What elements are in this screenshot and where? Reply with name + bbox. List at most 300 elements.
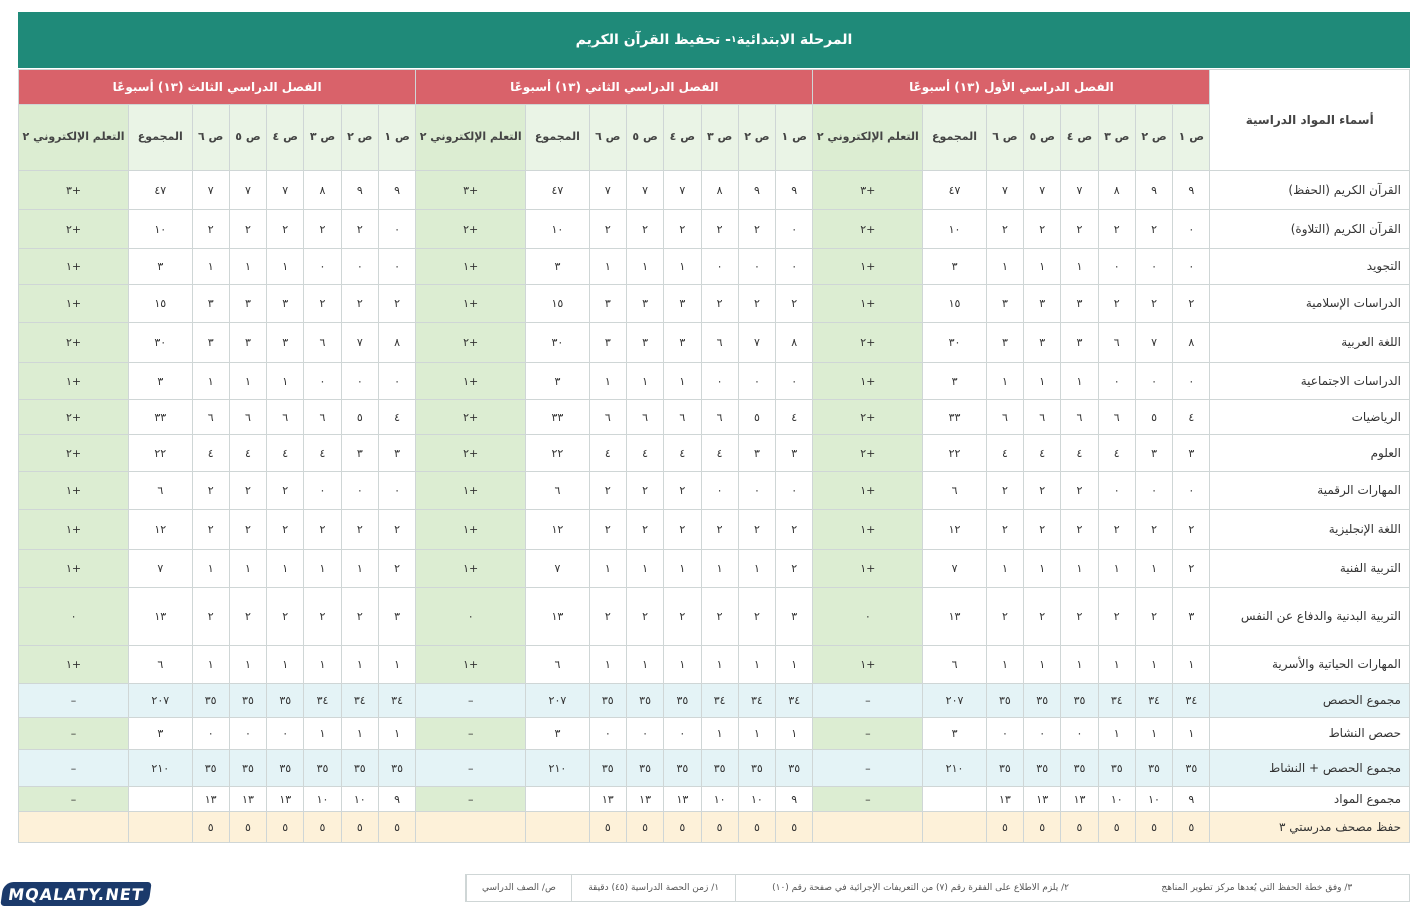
grade-value: ١ [267,550,304,588]
grade-value: ١٣ [1024,787,1061,812]
total-value: ٢٢ [526,435,589,472]
elearning-value: +١ [19,510,129,550]
grade-value: ٧ [589,171,626,210]
elearning-value: +١ [416,249,526,285]
total-value: ١٠ [129,210,192,249]
elearning-value: +٣ [19,171,129,210]
elearning-header: التعلم الإلكتروني ٢ [416,105,526,171]
grade-value: ١ [1098,646,1135,684]
subject-name: الدراسات الاجتماعية [1210,363,1410,400]
total-value: ٢٢ [923,435,986,472]
grade-value: ٣٥ [229,750,266,787]
grade-value: ٢ [664,588,701,646]
subject-name: العلوم [1210,435,1410,472]
grade-value: ١ [589,363,626,400]
elearning-value: +٢ [813,210,923,249]
grade-value: ٣٥ [1173,750,1210,787]
total-header: المجموع [129,105,192,171]
grade-value: ١ [738,646,775,684]
total-value: ١٠ [526,210,589,249]
grade-value: ١ [664,249,701,285]
grade-value: ١٣ [986,787,1023,812]
grade-value: ٢ [304,510,341,550]
grade-value: ١ [1024,646,1061,684]
grade-value: ٣ [267,285,304,323]
grade-value: ١ [589,646,626,684]
grade-value: ٧ [1061,171,1098,210]
table-row [19,210,1410,249]
table-row [19,787,1410,812]
grade-value: ١٣ [267,787,304,812]
table-row [19,323,1410,363]
semester-header: الفصل الدراسي الأول (١٣) أسبوعًا [813,70,1210,105]
grade-value: ٤ [378,400,415,435]
grade-value: ١ [701,646,738,684]
table-row [19,249,1410,285]
grade-value: ٢ [341,285,378,323]
grade-value: ٥ [378,812,415,843]
grade-value: ٠ [986,718,1023,750]
grade-value: ١ [701,550,738,588]
grade-value: ٢ [1173,550,1210,588]
footnote: ص/ الصف الدراسي [466,875,571,901]
grade-value: ٣٤ [341,684,378,718]
grade-value: ٠ [776,249,813,285]
total-header: المجموع [923,105,986,171]
title-footnote-mark: ١ [730,35,737,45]
grade-header: ص ١ [378,105,415,171]
grade-value: ١ [1061,646,1098,684]
grade-value: ١ [626,249,663,285]
total-value: ١٣ [526,588,589,646]
grade-value: ٢ [986,510,1023,550]
grade-value: ٤ [1061,435,1098,472]
grade-value: ١ [986,249,1023,285]
elearning-value: +٢ [416,435,526,472]
elearning-value [416,812,526,843]
elearning-value: +٢ [416,323,526,363]
grade-value: ٢ [378,510,415,550]
grade-value: ١ [664,646,701,684]
grade-value: ٤ [776,400,813,435]
grade-value: ٢ [1061,510,1098,550]
grade-value: ٠ [1024,718,1061,750]
subject-name: حفظ مصحف مدرستي ٣ [1210,812,1410,843]
total-value: ١٥ [923,285,986,323]
total-value [923,812,986,843]
elearning-value: – [19,718,129,750]
grade-value: ٢ [589,472,626,510]
grade-value: ٠ [1098,249,1135,285]
grade-value: ٣٥ [192,750,229,787]
grade-value: ٠ [664,718,701,750]
grade-value: ٢ [626,210,663,249]
grade-value: ٠ [701,363,738,400]
grade-value: ٩ [378,171,415,210]
grade-header: ص ٣ [701,105,738,171]
grade-value: ٩ [776,171,813,210]
grade-value: ٤ [1024,435,1061,472]
total-value: ٦ [129,472,192,510]
grade-value: ٠ [378,210,415,249]
grade-value: ٥ [1098,812,1135,843]
grade-value: ٢ [378,550,415,588]
total-value: ٦ [526,472,589,510]
total-value [129,787,192,812]
grade-value: ٣٥ [304,750,341,787]
grade-value: ٠ [1135,472,1172,510]
grade-header: ص ٦ [589,105,626,171]
grade-value: ٣ [341,435,378,472]
grade-value: ١ [626,363,663,400]
grade-value: ٥ [1024,812,1061,843]
grade-value: ١ [986,646,1023,684]
grade-value: ٢ [738,285,775,323]
grade-value: ٣٥ [986,750,1023,787]
elearning-value: +١ [19,646,129,684]
grade-value: ٥ [986,812,1023,843]
table-row [19,750,1410,787]
grade-value: ٦ [1098,400,1135,435]
footnote: ١/ زمن الحصة الدراسية (٤٥) دقيقة [571,875,736,901]
grade-value: ١ [701,718,738,750]
grade-value: ١ [589,249,626,285]
grade-value: ١ [341,718,378,750]
grade-value: ٨ [378,323,415,363]
grade-value: ٧ [664,171,701,210]
elearning-value: +١ [416,472,526,510]
total-value [526,812,589,843]
grade-value: ٣ [589,285,626,323]
total-value: ٧ [526,550,589,588]
elearning-value: – [813,787,923,812]
table-row [19,510,1410,550]
grade-value: ٩ [1135,171,1172,210]
title-main: المرحلة الابتدائية [736,32,853,48]
grade-value: ٠ [738,249,775,285]
grade-value: ٨ [776,323,813,363]
grade-value: ٤ [192,435,229,472]
total-value: ٣ [923,718,986,750]
total-value: ٣ [923,249,986,285]
grade-value: ١ [267,646,304,684]
total-value: ٣ [129,718,192,750]
grade-value: ٠ [304,472,341,510]
grade-value: ٣ [626,323,663,363]
elearning-value: +١ [813,472,923,510]
subject-name: التربية البدنية والدفاع عن النفس [1210,588,1410,646]
grade-value: ٩ [738,171,775,210]
grade-value: ١ [1024,550,1061,588]
subjects-header: أسماء المواد الدراسية [1210,70,1410,171]
grade-value: ٣ [1135,435,1172,472]
grade-value: ٣٤ [1135,684,1172,718]
grade-header: ص ١ [1173,105,1210,171]
total-value: ١٣ [129,588,192,646]
grade-value: ٥ [738,812,775,843]
grade-value: ٥ [192,812,229,843]
grade-value: ١٣ [589,787,626,812]
elearning-header: التعلم الإلكتروني ٢ [813,105,923,171]
grade-value: ١ [229,249,266,285]
grade-value: ٣٥ [192,684,229,718]
grade-value: ٧ [738,323,775,363]
table-row [19,684,1410,718]
grade-value: ٣ [1061,285,1098,323]
grade-header: ص ٤ [664,105,701,171]
grade-value: ٣٥ [1061,750,1098,787]
elearning-value: +١ [416,550,526,588]
grade-value: ٦ [192,400,229,435]
grade-value: ٥ [341,400,378,435]
elearning-value: +١ [813,363,923,400]
elearning-value: – [19,684,129,718]
grade-value: ١ [589,550,626,588]
grade-value: ٣٥ [589,684,626,718]
grade-value: ٢ [1098,210,1135,249]
grade-value: ١ [192,646,229,684]
semester-header: الفصل الدراسي الثالث (١٣) أسبوعًا [19,70,416,105]
grade-value: ١ [1173,646,1210,684]
grade-value: ٤ [589,435,626,472]
grade-value: ٤ [1098,435,1135,472]
grade-value: ٦ [701,400,738,435]
grade-value: ١ [378,718,415,750]
grade-value: ١ [378,646,415,684]
grade-value: ١ [986,363,1023,400]
grade-value: ١٠ [1135,787,1172,812]
grade-value: ٣ [986,285,1023,323]
elearning-value: +١ [813,510,923,550]
table-row [19,285,1410,323]
grade-value: ٠ [1098,363,1135,400]
grade-value: ١ [229,550,266,588]
table-row [19,812,1410,843]
table-row [19,363,1410,400]
grade-value: ٥ [1173,812,1210,843]
elearning-value: +١ [19,285,129,323]
grade-value: ١ [1061,363,1098,400]
grade-value: ٢ [776,285,813,323]
grade-value: ٣٥ [701,750,738,787]
total-value: ٤٧ [129,171,192,210]
grade-value: ٣٥ [664,750,701,787]
total-value: ٣٣ [526,400,589,435]
grade-value: ٠ [738,472,775,510]
grade-value: ٢ [378,285,415,323]
grade-value: ٢ [229,210,266,249]
grade-value: ٢ [267,588,304,646]
grade-value: ٢ [1135,510,1172,550]
grade-value: ١٣ [1061,787,1098,812]
grade-value: ٤ [626,435,663,472]
total-value: ٢٢ [129,435,192,472]
elearning-value: +٣ [416,171,526,210]
grade-value: ٢ [192,588,229,646]
total-value: ٦ [129,646,192,684]
elearning-value: +١ [813,646,923,684]
total-value: ١٠ [923,210,986,249]
grade-value: ٢ [664,472,701,510]
grade-value: ٧ [229,171,266,210]
grade-value: ١٠ [341,787,378,812]
elearning-value: +٢ [19,400,129,435]
grade-header: ص ٣ [1098,105,1135,171]
grade-value: ١ [267,249,304,285]
table-row [19,588,1410,646]
grade-value: ٥ [1135,400,1172,435]
total-value: ١٥ [129,285,192,323]
total-value: ١٢ [923,510,986,550]
grade-value: ٣ [192,285,229,323]
grade-value: ٣ [1061,323,1098,363]
grade-value: ١ [738,718,775,750]
grade-value: ٨ [701,171,738,210]
grade-value: ٢ [626,588,663,646]
grade-value: ٦ [1061,400,1098,435]
grade-value: ٢ [776,510,813,550]
total-value [526,787,589,812]
elearning-value: +٢ [19,210,129,249]
grade-value: ١ [341,646,378,684]
grade-value: ١ [664,363,701,400]
grade-value: ١ [229,363,266,400]
total-value: ٣٠ [923,323,986,363]
grade-value: ٢ [267,472,304,510]
total-value: ٣٠ [526,323,589,363]
grade-value: ١ [738,550,775,588]
total-value: ٣ [526,363,589,400]
grade-value: ٣٤ [1098,684,1135,718]
grade-value: ٦ [267,400,304,435]
grade-value: ٢ [304,588,341,646]
total-header: المجموع [526,105,589,171]
grade-header: ص ٦ [192,105,229,171]
grade-value: ٤ [664,435,701,472]
grade-value: ٢ [1024,510,1061,550]
grade-value: ١٣ [229,787,266,812]
grade-value: ٣ [1173,435,1210,472]
grade-value: ٣ [267,323,304,363]
elearning-value [813,812,923,843]
grade-value: ٢ [664,510,701,550]
grade-value: ٢ [589,510,626,550]
grade-value: ٠ [1135,363,1172,400]
total-value [923,787,986,812]
elearning-value: +١ [416,646,526,684]
total-value: ٤٧ [923,171,986,210]
grade-value: ٧ [341,323,378,363]
total-value: ٢٠٧ [129,684,192,718]
footnotes [465,874,1410,902]
grade-value: ٢ [589,588,626,646]
grade-value: ١ [192,550,229,588]
total-value: ٣٠ [129,323,192,363]
elearning-value: – [416,718,526,750]
grade-value: ١ [1098,550,1135,588]
grade-value: ٤ [986,435,1023,472]
elearning-value: +١ [19,249,129,285]
page-title [18,12,1410,68]
subject-name: مجموع الحصص [1210,684,1410,718]
grade-value: ٤ [701,435,738,472]
subject-name: اللغة العربية [1210,323,1410,363]
grade-value: ١٣ [192,787,229,812]
grade-value: ٣٥ [341,750,378,787]
grade-value: ٢ [1135,285,1172,323]
total-value: ١٢ [129,510,192,550]
total-value: ٢١٠ [129,750,192,787]
grade-value: ١ [626,646,663,684]
grade-header: ص ٥ [626,105,663,171]
elearning-value: – [416,750,526,787]
elearning-value: +١ [416,363,526,400]
grade-value: ٣٥ [1024,684,1061,718]
grade-value: ١ [986,550,1023,588]
grade-value: ١ [1135,646,1172,684]
grade-header: ص ١ [776,105,813,171]
grade-value: ٢ [229,588,266,646]
grade-value: ٢ [192,210,229,249]
grade-value: ٣٥ [1061,684,1098,718]
grade-value: ٣ [229,285,266,323]
table-row [19,718,1410,750]
footnote: ٢/ يلزم الاطلاع على الفقرة رقم (٧) من التعريفات الإجرائية في صفحة رقم (١٠) [735,875,1104,901]
total-value: ٣٣ [923,400,986,435]
grade-value: ٠ [1173,249,1210,285]
grade-value: ٣٥ [664,684,701,718]
grade-value: ٠ [378,249,415,285]
grade-value: ٢ [1173,285,1210,323]
elearning-value: +١ [813,285,923,323]
grade-value: ٣٥ [267,750,304,787]
grade-value: ٢ [626,472,663,510]
grade-value: ٣٤ [304,684,341,718]
grade-value: ٩ [378,787,415,812]
grade-value: ٣٥ [1024,750,1061,787]
grade-header: ص ٦ [986,105,1023,171]
grade-value: ٩ [1173,171,1210,210]
grade-value: ٢ [738,210,775,249]
semester-header: الفصل الدراسي الثاني (١٣) أسبوعًا [416,70,813,105]
grade-value: ١ [1135,550,1172,588]
grade-value: ٢ [1135,588,1172,646]
elearning-value: ٠ [19,588,129,646]
grade-value: ٠ [1135,249,1172,285]
table-row [19,646,1410,684]
elearning-value: +٢ [19,323,129,363]
elearning-value: – [19,750,129,787]
elearning-value: +٢ [416,210,526,249]
grade-value: ١ [1173,718,1210,750]
grade-value: ٢ [589,210,626,249]
grade-value: ١ [626,550,663,588]
grade-value: ٣ [776,435,813,472]
grade-value: ٢ [701,210,738,249]
grade-value: ١ [304,646,341,684]
grade-value: ٢ [701,285,738,323]
grade-value: ٠ [341,249,378,285]
grade-value: ٢ [986,588,1023,646]
table-row [19,472,1410,510]
grade-value: ٠ [378,363,415,400]
grade-value: ٤ [267,435,304,472]
grade-header: ص ٤ [1061,105,1098,171]
elearning-value: +٢ [813,400,923,435]
grade-value: ٢ [341,510,378,550]
grade-value: ١٣ [626,787,663,812]
total-value: ١٥ [526,285,589,323]
